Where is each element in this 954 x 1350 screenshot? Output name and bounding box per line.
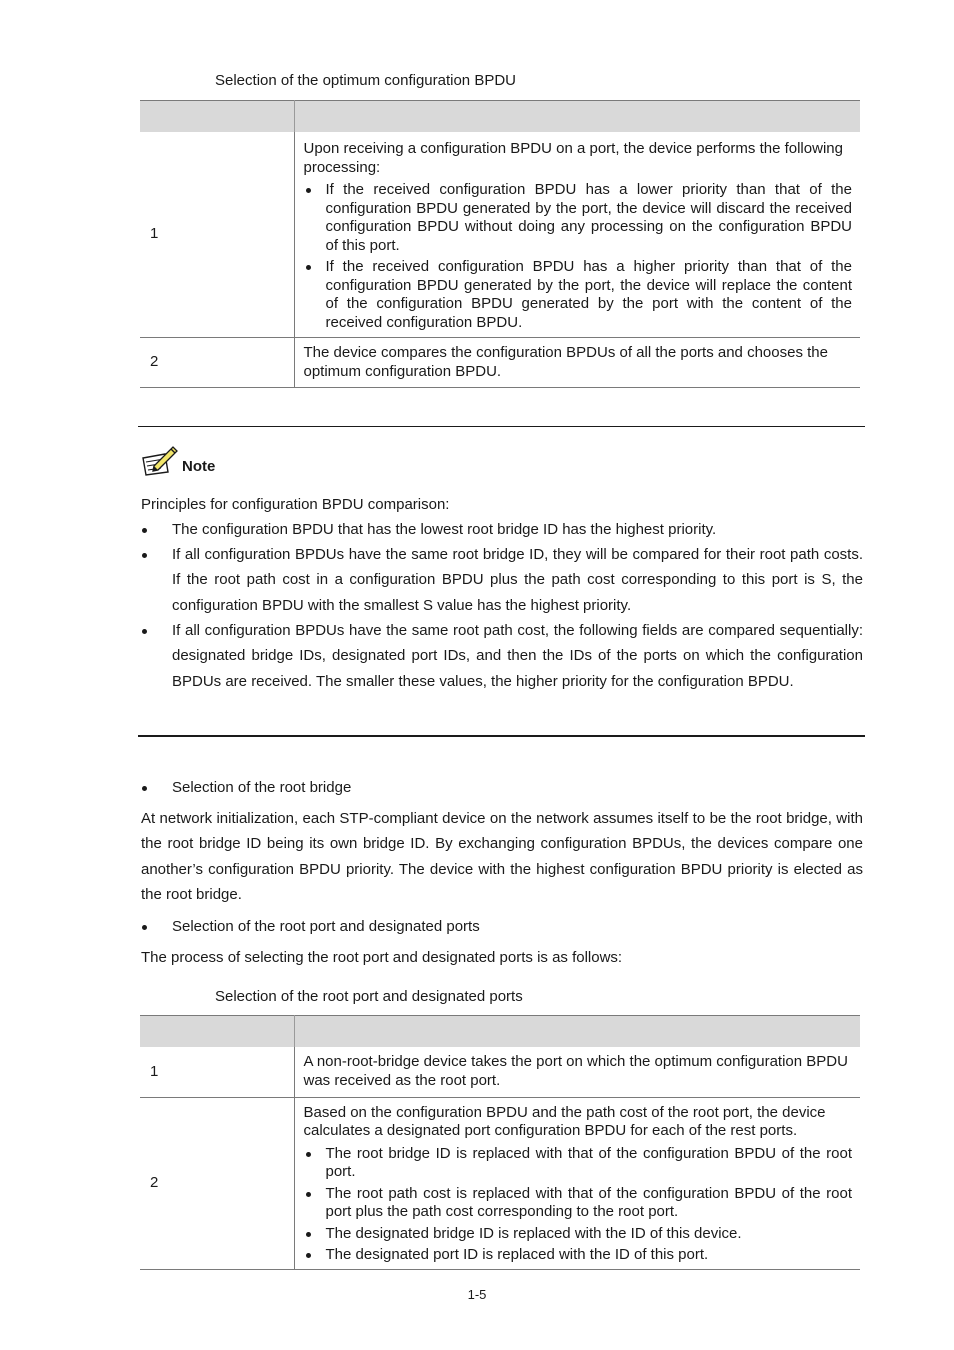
bullet-icon xyxy=(306,1253,311,1258)
body-bullet-root-bridge: Selection of the root bridge xyxy=(141,775,863,801)
table2-caption: Selection of the root port and designated ports xyxy=(215,988,523,1005)
bullet-icon xyxy=(142,528,147,533)
table-cell-step: 1 xyxy=(140,1047,294,1097)
table2-header-step xyxy=(140,1016,294,1048)
cell-intro: Upon receiving a configuration BPDU on a port, the device performs the following processing: xyxy=(303,140,843,176)
table1-header-step xyxy=(140,101,294,133)
table-row xyxy=(140,338,860,388)
bullet-icon xyxy=(142,553,147,558)
bullet-icon xyxy=(306,1152,311,1157)
body-bullet-root-port: Selection of the root port and designated ports xyxy=(141,914,863,940)
table-cell-description xyxy=(294,338,860,388)
bullet-icon xyxy=(306,188,311,193)
note-bottom-rule xyxy=(138,735,865,737)
bullet-icon xyxy=(142,925,147,930)
cell-bullet-list xyxy=(304,181,853,332)
note-bullet: If all configuration BPDUs have the same root path cost, the following fields are compared sequentially: designated bridge IDs, designated port IDs, and then the IDs of the ports on which the configuration BPDUs are received. The smaller these values, the higher priority for the configuration BPDU. xyxy=(141,618,863,720)
bullet-icon xyxy=(306,1232,311,1237)
list-item: The designated bridge ID is replaced with the ID of this device. xyxy=(304,1225,853,1244)
table-row xyxy=(140,132,860,338)
table-cell-step: 2 xyxy=(140,338,294,388)
table2-header-row xyxy=(140,1016,860,1048)
note-bullet: The configuration BPDU that has the lowest root bridge ID has the highest priority. xyxy=(141,517,863,543)
list-item: The root bridge ID is replaced with that of the configuration BPDU of the root port. xyxy=(304,1145,853,1182)
page-number: 1-5 xyxy=(467,1287,487,1302)
note-top-rule xyxy=(138,426,865,427)
note-pencil-icon xyxy=(140,444,180,476)
cell-intro: Based on the configuration BPDU and the path cost of the root port, the device calculates a designated port configuration BPDU for each of the rest ports. xyxy=(303,1103,826,1139)
list-item: If the received configuration BPDU has a higher priority than that of the configuration BPDU generated by the port, the device will replace the content of the configuration BPDU generated by the port with the content of the received configuration BPDU. xyxy=(304,258,853,332)
bullet-icon xyxy=(306,1192,311,1197)
cell-intro: The device compares the configuration BPDUs of all the ports and chooses the optimum configuration BPDU. xyxy=(303,344,828,380)
table2-header-description xyxy=(294,1016,860,1048)
table-cell-step: 1 xyxy=(140,132,294,338)
table1-header-description xyxy=(294,101,860,133)
list-item: If the received configuration BPDU has a lower priority than that of the configuration BPDU generated by the port, the device will discard the received configuration BPDU without doing any processing on the configuration BPDU of this port. xyxy=(304,181,853,255)
list-item: The designated port ID is replaced with the ID of this port. xyxy=(304,1246,853,1265)
cell-bullet-list xyxy=(304,1145,853,1265)
table1-header-row xyxy=(140,101,860,133)
body-paragraph: At network initialization, each STP-compliant device on the network assumes itself to be the root bridge, with the root bridge ID being its own bridge ID. By exchanging configuration BPDUs, the devices compare one another’s configuration BPDU priority. The device with the highest configuration BPDU priority is elected as the root bridge. xyxy=(141,810,863,904)
table-cell-description xyxy=(294,1097,860,1269)
bullet-icon xyxy=(142,629,147,634)
cell-intro: A non-root-bridge device takes the port on which the optimum configuration BPDU was received as the root port. xyxy=(303,1053,848,1089)
table-row xyxy=(140,1097,860,1269)
table-cell-step: 2 xyxy=(140,1097,294,1269)
table1 xyxy=(140,100,860,388)
note-label: Note xyxy=(182,458,216,475)
table2 xyxy=(140,1015,860,1270)
note-intro: Principles for configuration BPDU comparison: xyxy=(141,496,450,513)
note-bullet: If all configuration BPDUs have the same root bridge ID, they will be compared for their root path costs. If the root path cost in a configuration BPDU plus the path cost corresponding to this port is S, the configuration BPDU with the smallest S value has the highest priority. xyxy=(141,542,863,620)
list-item: The root path cost is replaced with that of the configuration BPDU of the root port plus the path cost corresponding to the root port. xyxy=(304,1185,853,1222)
table-cell-description xyxy=(294,1047,860,1097)
table-row xyxy=(140,1047,860,1097)
body-paragraph: The process of selecting the root port and designated ports is as follows: xyxy=(141,949,623,966)
table-cell-description xyxy=(294,132,860,338)
bullet-icon xyxy=(142,786,147,791)
table1-caption: Selection of the optimum configuration BPDU xyxy=(215,72,516,89)
bullet-icon xyxy=(306,265,311,270)
